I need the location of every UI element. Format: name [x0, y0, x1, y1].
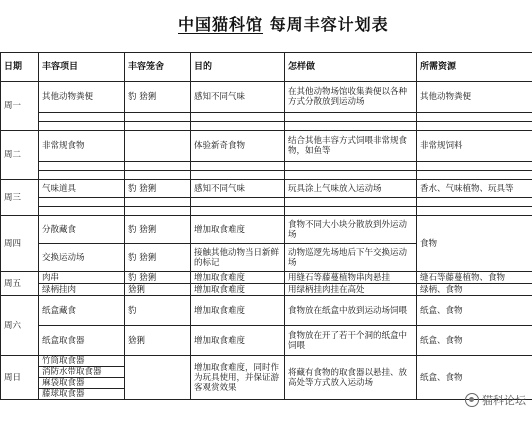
- watermark-text: 猫科论坛: [482, 394, 526, 407]
- day-cell: 周二: [1, 131, 39, 180]
- resources-cell: 香水、气味植物、玩具等: [417, 180, 532, 198]
- item-cell: 气味道具: [39, 180, 125, 198]
- title-area: [0, 0, 532, 52]
- purpose-cell: 增加取食难度: [191, 296, 285, 326]
- item-cell: 非常规食物: [39, 131, 125, 162]
- day-cell: 周四: [1, 216, 39, 272]
- resources-cell: 缝石等藤蔓植物、食物: [417, 272, 532, 284]
- day-cell: 周日: [1, 356, 39, 400]
- cage-cell: 猞猁: [125, 284, 191, 296]
- purpose-cell: 增加取食难度，同时作为玩具使用，并保证游客观赏效果: [191, 356, 285, 400]
- purpose-cell: 感知不同气味: [191, 180, 285, 198]
- cage-cell: 豹 猞猁: [125, 82, 191, 113]
- day-cell: 周三: [1, 180, 39, 216]
- header-row: [1, 53, 532, 82]
- resources-cell: 纸盒、食物: [417, 296, 532, 326]
- header-purpose: 目的: [191, 53, 285, 82]
- table-row: [1, 216, 532, 244]
- cage-cell: 豹 猞猁: [125, 272, 191, 284]
- header-item: 丰容项目: [39, 53, 125, 82]
- purpose-cell: 增加取食难度: [191, 284, 285, 296]
- cage-cell: [125, 131, 191, 162]
- item-cell: 纸盒取食器: [39, 326, 125, 356]
- item-cell: 肉串: [39, 272, 125, 284]
- title-main: 中国猫科馆: [178, 15, 264, 34]
- table-row: [1, 82, 532, 113]
- item-cell: 藤球取食器: [39, 389, 125, 400]
- how-cell: 动物巡逻先场地后下午交换运动场: [285, 244, 417, 272]
- resources-cell: 其他动物粪便: [417, 82, 532, 113]
- schedule-table: [0, 52, 532, 400]
- resources-cell: 纸盒、食物: [417, 356, 532, 400]
- how-cell: 食物不同大小块分散放到外运动场: [285, 216, 417, 244]
- resources-cell: 食物: [417, 216, 532, 272]
- table-row: [1, 180, 532, 198]
- cage-cell: 豹 猞猁: [125, 216, 191, 244]
- cage-cell: 豹: [125, 296, 191, 326]
- how-cell: 在其他动物场馆收集粪便以各种方式分散放到运动场: [285, 82, 417, 113]
- wechat-icon: [465, 393, 479, 407]
- cage-cell: [125, 356, 191, 400]
- how-cell: 用缝石等藤蔓植物串肉悬挂: [285, 272, 417, 284]
- table-row: [1, 356, 532, 367]
- day-cell: 周五: [1, 272, 39, 296]
- purpose-cell: 增加取食难度: [191, 272, 285, 284]
- item-cell: 消防水带取食器: [39, 367, 125, 378]
- how-cell: 用绿柄挂肉挂在高处: [285, 284, 417, 296]
- day-cell: 周六: [1, 296, 39, 356]
- title-rest: 每周丰容计划表: [263, 15, 389, 34]
- table-row: [1, 296, 532, 326]
- how-cell: 将藏有食物的取食器以悬挂、放高处等方式放入运动场: [285, 356, 417, 400]
- item-cell: 竹筒取食器: [39, 356, 125, 367]
- table-row: [1, 272, 532, 284]
- cage-cell: 豹 猞猁: [125, 180, 191, 198]
- how-cell: 食物放在开了若干个洞的纸盒中饲喂: [285, 326, 417, 356]
- cage-cell: 豹 猞猁: [125, 244, 191, 272]
- header-how: 怎样做: [285, 53, 417, 82]
- day-cell: 周一: [1, 82, 39, 131]
- header-date: 日期: [1, 53, 39, 82]
- item-cell: 麻袋取食器: [39, 378, 125, 389]
- header-cage: 丰容笼舍: [125, 53, 191, 82]
- item-cell: 其他动物粪便: [39, 82, 125, 113]
- resources-cell: 非常规饲料: [417, 131, 532, 162]
- page-title: [178, 12, 389, 35]
- how-cell: 食物放在纸盒中放到运动场饲喂: [285, 296, 417, 326]
- purpose-cell: 体验新奇食物: [191, 131, 285, 162]
- purpose-cell: 接触其他动物当日新鲜的标记: [191, 244, 285, 272]
- purpose-cell: 增加取食难度: [191, 326, 285, 356]
- resources-cell: 绿柄、食物: [417, 284, 532, 296]
- cage-cell: 猞猁: [125, 326, 191, 356]
- header-resources: 所需资源: [417, 53, 532, 82]
- watermark: [465, 392, 526, 408]
- table-row: [1, 131, 532, 162]
- item-cell: 纸盒藏食: [39, 296, 125, 326]
- how-cell: 结合其他丰容方式饲喂非常规食物，如鱼等: [285, 131, 417, 162]
- how-cell: 玩具涂上气味放入运动场: [285, 180, 417, 198]
- table-row: [1, 326, 532, 356]
- item-cell: 分散藏食: [39, 216, 125, 244]
- table-row: [1, 284, 532, 296]
- resources-cell: 纸盒、食物: [417, 326, 532, 356]
- item-cell: 绿柄挂肉: [39, 284, 125, 296]
- item-cell: 交换运动场: [39, 244, 125, 272]
- purpose-cell: 增加取食难度: [191, 216, 285, 244]
- purpose-cell: 感知不同气味: [191, 82, 285, 113]
